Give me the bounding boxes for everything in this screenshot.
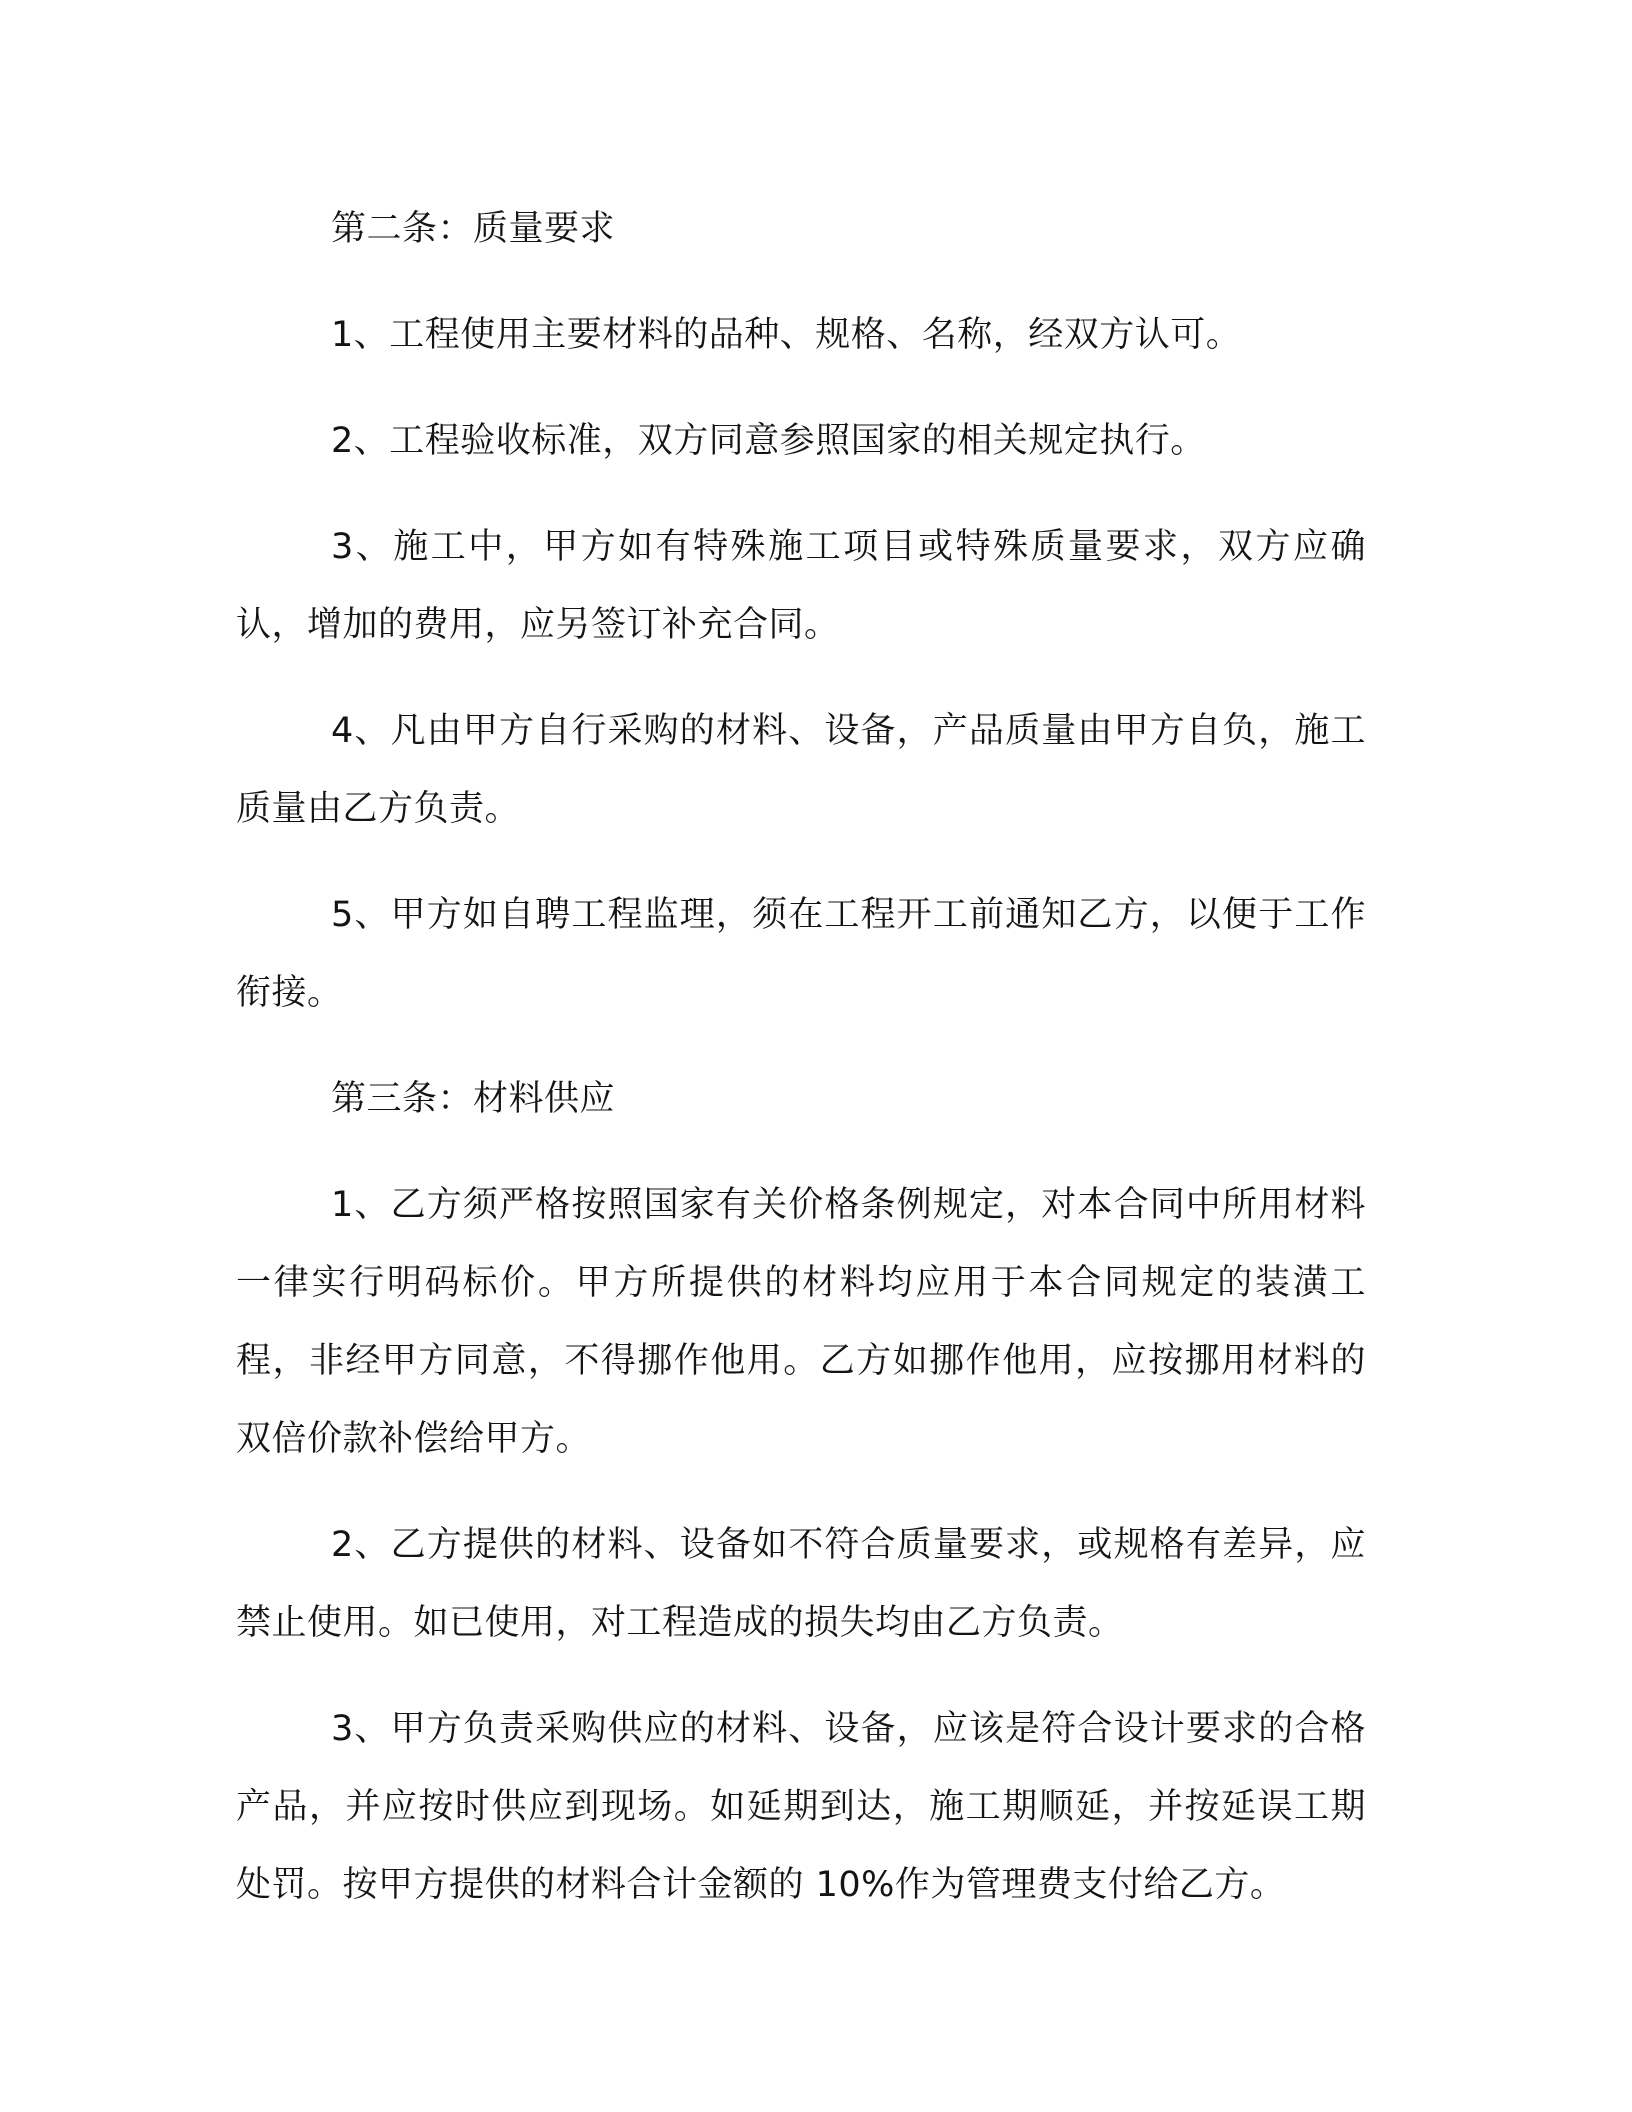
section-2-item-4: 4、凡由甲方自行采购的材料、设备，产品质量由甲方自负，施工质量由乙方负责。 bbox=[236, 711, 1366, 829]
section-2-item-2: 2、工程验收标准，双方同意参照国家的相关规定执行。 bbox=[331, 421, 1206, 461]
section-3-item-2: 2、乙方提供的材料、设备如不符合质量要求，或规格有差异，应禁止使用。如已使用，对工程造成的损失均由乙方负责。 bbox=[236, 1525, 1366, 1643]
section-3-item-3: 3、甲方负责采购供应的材料、设备，应该是符合设计要求的合格产品，并应按时供应到现场。如延期到达，施工期顺延，并按延误工期处罚。按甲方提供的材料合计金额的 10%作为管理费支付给乙方。 bbox=[236, 1709, 1366, 1905]
section-2-item-5: 5、甲方如自聘工程监理，须在工程开工前通知乙方，以便于工作衔接。 bbox=[236, 895, 1366, 1013]
section-3-title: 第三条：材料供应 bbox=[331, 1079, 616, 1119]
section-3-item-1: 1、乙方须严格按照国家有关价格条例规定，对本合同中所用材料一律实行明码标价。甲方所提供的材料均应用于本合同规定的装潢工程，非经甲方同意，不得挪作他用。乙方如挪作他用，应按挪用材料的双倍价款补偿给甲方。 bbox=[236, 1185, 1366, 1459]
section-2-title: 第二条：质量要求 bbox=[331, 209, 616, 249]
section-2-item-1: 1、工程使用主要材料的品种、规格、名称，经双方认可。 bbox=[331, 315, 1242, 355]
section-2-item-3: 3、施工中，甲方如有特殊施工项目或特殊质量要求，双方应确认，增加的费用，应另签订补充合同。 bbox=[236, 527, 1366, 645]
contract-body bbox=[236, 190, 1366, 1924]
